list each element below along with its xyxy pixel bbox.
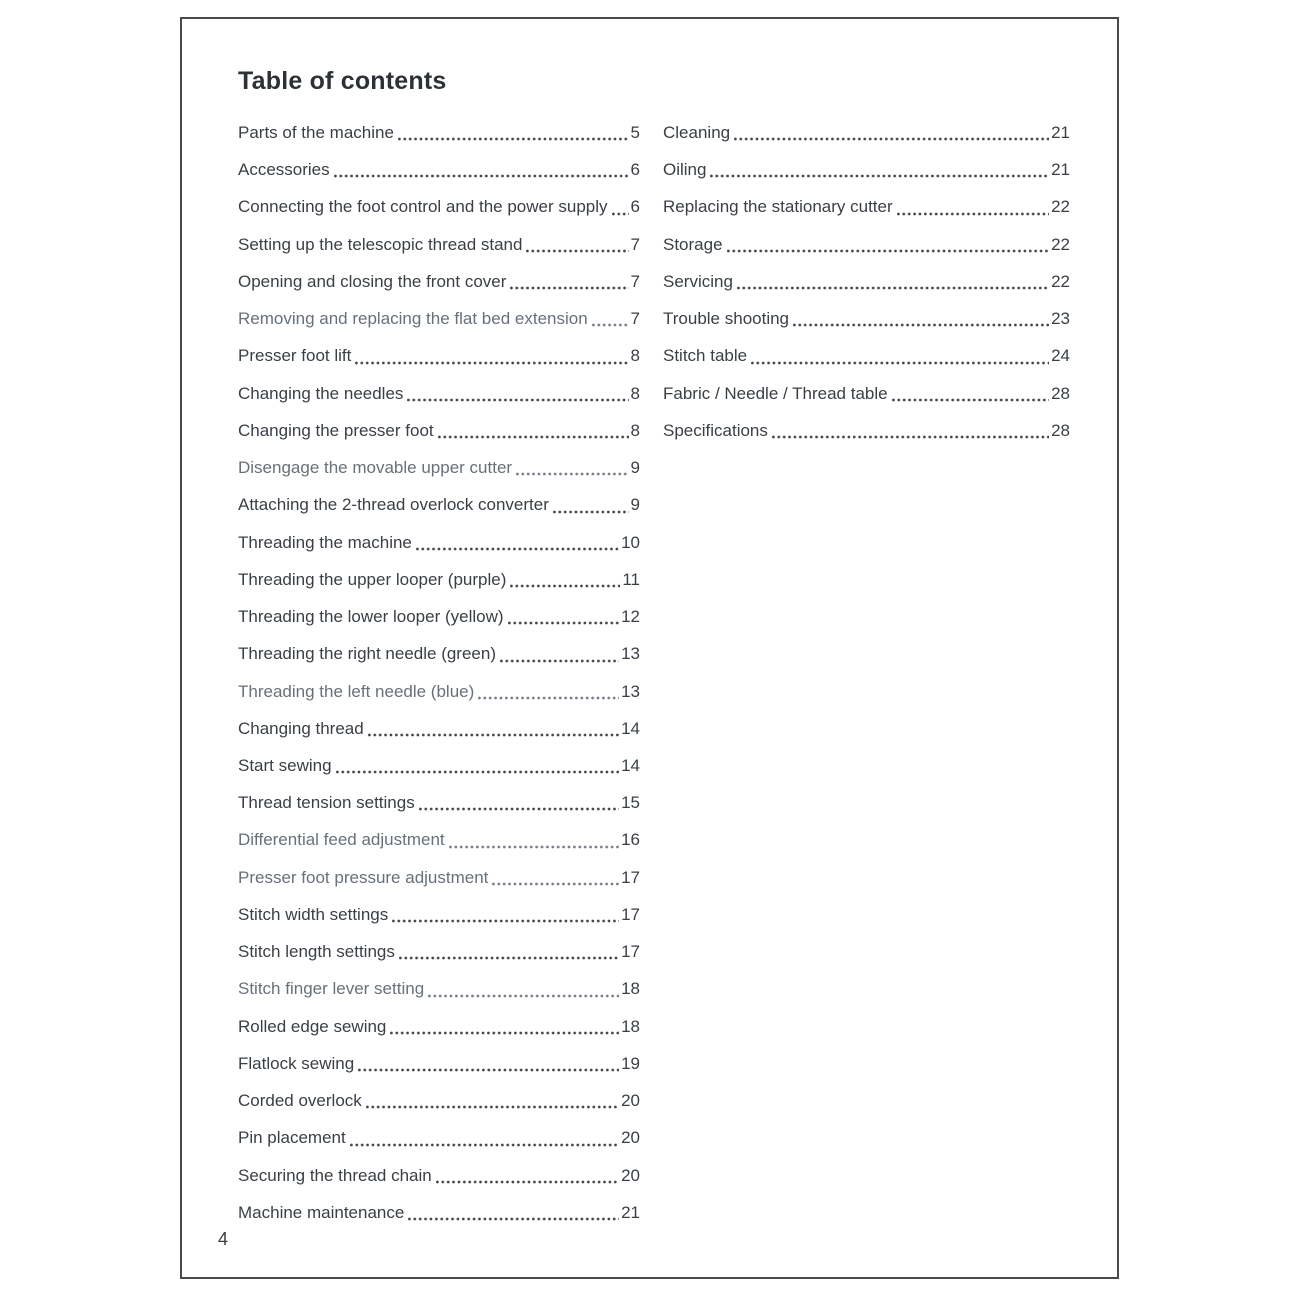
toc-entry-page: 17: [621, 942, 640, 962]
dot-leader: [526, 249, 628, 253]
toc-entry-page: 9: [630, 458, 640, 478]
toc-entry-page: 8: [630, 346, 640, 366]
dot-leader: [449, 845, 619, 849]
toc-entry: [238, 561, 640, 598]
document-page: [180, 17, 1119, 1279]
toc-entry-page: 14: [621, 755, 640, 775]
page-title: Table of contents: [238, 67, 447, 95]
dot-leader: [478, 696, 619, 700]
toc-entry-page: 12: [621, 607, 640, 627]
toc-entry: [238, 970, 640, 1007]
toc-entry-label: Specifications: [663, 420, 768, 440]
toc-entry-label: Threading the right needle (green): [238, 644, 496, 664]
toc-entry-page: 22: [1051, 197, 1070, 217]
toc-entry-label: Fabric / Needle / Thread table: [663, 383, 888, 403]
toc-entry-page: 28: [1051, 420, 1070, 440]
toc-entry-label: Parts of the machine: [238, 123, 394, 142]
toc-entry-page: 20: [621, 1091, 640, 1111]
toc-entry-page: 8: [630, 420, 640, 440]
toc-entry: [238, 598, 640, 635]
toc-entry-label: Disengage the movable upper cutter: [238, 458, 513, 478]
dot-leader: [438, 435, 629, 439]
dot-leader: [392, 919, 619, 923]
toc-entry-page: 14: [621, 718, 640, 738]
toc-entry: [663, 188, 1070, 225]
page-number: 4: [218, 1229, 229, 1249]
toc-entry-page: 5: [630, 123, 640, 142]
toc-entry-label: Cleaning: [663, 123, 731, 142]
toc-entry-page: 11: [622, 569, 640, 589]
toc-entry-page: 17: [621, 867, 640, 887]
toc-entry-label: Changing the presser foot: [238, 420, 434, 440]
dot-leader: [734, 137, 1049, 141]
dot-leader: [508, 621, 620, 625]
toc-entry-label: Threading the machine: [238, 532, 412, 552]
toc-entry-page: 24: [1051, 346, 1070, 366]
toc-entry: [663, 151, 1070, 188]
toc-entry-page: 18: [621, 979, 640, 999]
dot-leader: [727, 249, 1050, 253]
dot-leader: [892, 398, 1049, 402]
toc-entry: [663, 412, 1070, 449]
toc-entry: [663, 263, 1070, 300]
toc-entry: [238, 1008, 640, 1045]
toc-entry: [238, 673, 640, 710]
toc-entry-page: 17: [621, 904, 640, 924]
toc-entry-label: Thread tension settings: [238, 793, 415, 813]
dot-leader: [751, 361, 1049, 365]
toc-entry-label: Securing the thread chain: [238, 1165, 432, 1185]
toc-entry-label: Stitch table: [663, 346, 748, 366]
toc-entry-page: 21: [621, 1202, 640, 1222]
toc-entry: [238, 188, 640, 225]
toc-entry-page: 6: [630, 160, 640, 180]
toc-entry-label: Oiling: [663, 160, 707, 180]
toc-entry-label: Threading the upper looper (purple): [238, 569, 507, 589]
toc-entry: [238, 226, 640, 263]
toc-entry-label: Attaching the 2-thread overlock converter: [238, 495, 549, 515]
toc-entry-label: Servicing: [663, 271, 733, 291]
toc-entry-page: 20: [621, 1165, 640, 1185]
toc-entry-page: 22: [1051, 271, 1070, 291]
dot-leader: [772, 435, 1049, 439]
toc-entry: [238, 1119, 640, 1156]
dot-leader: [398, 137, 629, 141]
dot-leader: [737, 286, 1049, 290]
dot-leader: [407, 398, 628, 402]
dot-leader: [612, 212, 629, 216]
toc-entry-label: Opening and closing the front cover: [238, 271, 507, 291]
toc-entry-page: 20: [621, 1128, 640, 1148]
toc-entry: [238, 710, 640, 747]
toc-entry: [238, 486, 640, 523]
toc-entry-label: Changing thread: [238, 718, 364, 738]
toc-entry: [238, 375, 640, 412]
toc-entry-page: 9: [630, 495, 640, 515]
toc-entry: [238, 524, 640, 561]
toc-entry-label: Flatlock sewing: [238, 1053, 355, 1073]
toc-entry-page: 18: [621, 1016, 640, 1036]
dot-leader: [336, 770, 620, 774]
dot-leader: [350, 1143, 619, 1147]
toc-entry: [663, 114, 1070, 151]
toc-entry-label: Stitch width settings: [238, 904, 389, 924]
toc-columns: [238, 114, 1070, 1231]
toc-entry-page: 21: [1051, 160, 1070, 180]
toc-entry-label: Storage: [663, 234, 723, 254]
toc-entry-label: Threading the left needle (blue): [238, 681, 475, 701]
dot-leader: [416, 547, 619, 551]
toc-entry: [238, 412, 640, 449]
dot-leader: [793, 323, 1049, 327]
toc-entry-page: 8: [630, 383, 640, 403]
toc-entry: [238, 449, 640, 486]
toc-entry-page: 19: [621, 1053, 640, 1073]
toc-entry-page: 7: [630, 234, 640, 254]
dot-leader: [334, 174, 629, 178]
dot-leader: [366, 1105, 619, 1109]
toc-entry: [238, 747, 640, 784]
dot-leader: [355, 361, 628, 365]
toc-entry: [238, 1157, 640, 1194]
toc-entry: [238, 896, 640, 933]
dot-leader: [510, 286, 628, 290]
dot-leader: [553, 510, 629, 514]
toc-entry-page: 28: [1051, 383, 1070, 403]
dot-leader: [710, 174, 1049, 178]
toc-entry-label: Rolled edge sewing: [238, 1016, 387, 1036]
toc-entry-page: 16: [621, 830, 640, 850]
toc-entry-page: 13: [621, 644, 640, 664]
toc-entry-page: 7: [630, 271, 640, 291]
toc-entry-label: Removing and replacing the flat bed extension: [238, 309, 588, 329]
toc-entry: [238, 859, 640, 896]
toc-entry-label: Start sewing: [238, 755, 332, 775]
toc-entry: [663, 337, 1070, 374]
toc-entry-page: 22: [1051, 234, 1070, 254]
toc-entry: [238, 1082, 640, 1119]
dot-leader: [492, 882, 619, 886]
toc-entry-page: 7: [630, 309, 640, 329]
toc-entry-label: Threading the lower looper (yellow): [238, 607, 504, 627]
dot-leader: [592, 323, 629, 327]
dot-leader: [897, 212, 1049, 216]
toc-entry-page: 23: [1051, 309, 1070, 329]
toc-entry-page: 6: [630, 197, 640, 217]
dot-leader: [500, 659, 619, 663]
toc-entry-page: 10: [621, 532, 640, 552]
dot-leader: [408, 1217, 619, 1221]
toc-entry: [238, 784, 640, 821]
toc-entry-label: Connecting the foot control and the power supply: [238, 197, 608, 217]
dot-leader: [516, 472, 628, 476]
toc-entry: [238, 151, 640, 188]
toc-entry-label: Changing the needles: [238, 383, 404, 403]
toc-entry-label: Stitch length settings: [238, 942, 395, 962]
dot-leader: [428, 994, 619, 998]
toc-entry: [238, 1045, 640, 1082]
toc-entry: [663, 300, 1070, 337]
toc-entry-label: Corded overlock: [238, 1091, 362, 1111]
toc-left-column: [238, 114, 640, 1231]
toc-entry: [663, 375, 1070, 412]
dot-leader: [436, 1180, 619, 1184]
dot-leader: [510, 584, 620, 588]
dot-leader: [358, 1068, 619, 1072]
dot-leader: [368, 733, 619, 737]
toc-entry: [663, 226, 1070, 263]
toc-entry: [238, 337, 640, 374]
toc-entry-label: Machine maintenance: [238, 1202, 405, 1222]
dot-leader: [419, 807, 619, 811]
toc-entry-label: Pin placement: [238, 1128, 346, 1148]
toc-entry: [238, 300, 640, 337]
toc-entry-page: 15: [621, 793, 640, 813]
toc-entry-label: Stitch finger lever setting: [238, 979, 425, 999]
toc-entry: [238, 263, 640, 300]
toc-entry-label: Differential feed adjustment: [238, 830, 445, 850]
toc-entry-label: Setting up the telescopic thread stand: [238, 234, 523, 254]
toc-entry-label: Trouble shooting: [663, 309, 790, 329]
toc-entry-label: Accessories: [238, 160, 330, 180]
toc-entry-label: Replacing the stationary cutter: [663, 197, 893, 217]
toc-entry-page: 13: [621, 681, 640, 701]
dot-leader: [390, 1031, 619, 1035]
dot-leader: [399, 956, 619, 960]
toc-entry-page: 21: [1051, 123, 1070, 142]
toc-entry: [238, 821, 640, 858]
toc-entry-label: Presser foot lift: [238, 346, 352, 366]
toc-entry: [238, 635, 640, 672]
toc-entry: [238, 933, 640, 970]
toc-entry: [238, 1194, 640, 1231]
toc-entry: [238, 114, 640, 151]
toc-right-column: [663, 114, 1070, 1231]
toc-entry-label: Presser foot pressure adjustment: [238, 867, 489, 887]
